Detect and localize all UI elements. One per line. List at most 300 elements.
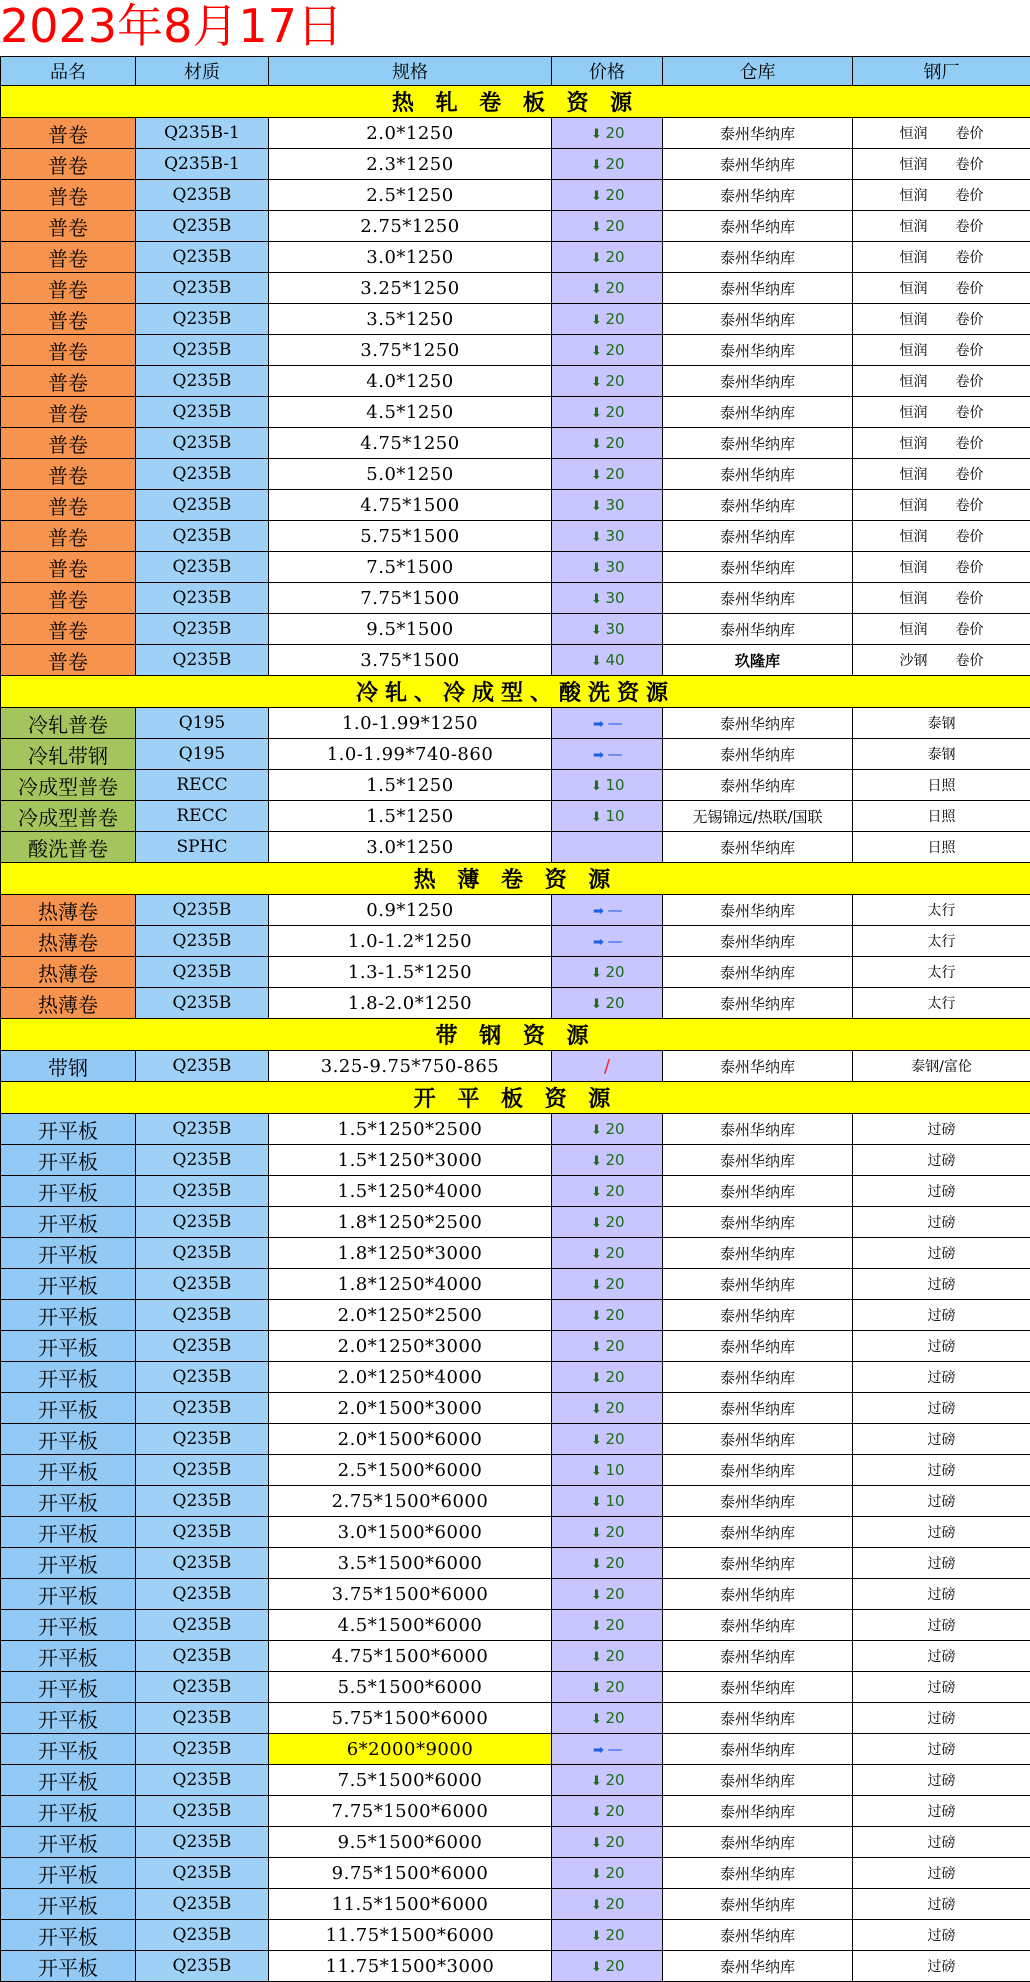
table-row <box>1 366 1030 397</box>
mill-name: 恒润 <box>900 436 928 452</box>
warehouse-cell: 泰州华纳库 <box>663 118 853 149</box>
mill-cell <box>853 428 1030 459</box>
arrow-right-icon: ➡ <box>592 717 606 732</box>
arrow-down-icon: ⬇ <box>589 779 603 794</box>
mill-cell <box>853 366 1030 397</box>
warehouse-cell: 泰州华纳库 <box>663 1176 853 1207</box>
product-name-cell: 普卷 <box>1 304 136 335</box>
price-cell <box>552 366 663 397</box>
product-name-cell: 普卷 <box>1 180 136 211</box>
material-cell: Q235B <box>136 583 269 614</box>
warehouse-cell: 泰州华纳库 <box>663 1424 853 1455</box>
mill-cell <box>853 1641 1030 1672</box>
mill-cell <box>853 583 1030 614</box>
spec-cell: 4.75*1500 <box>269 490 552 521</box>
price-change-value: 20 <box>605 1554 624 1572</box>
price-change-value: 20 <box>605 155 624 173</box>
product-name-cell: 普卷 <box>1 149 136 180</box>
price-type-tag: 卷价 <box>956 154 984 174</box>
arrow-down-icon: ⬇ <box>589 623 603 638</box>
material-cell: Q235B <box>136 1362 269 1393</box>
price-change-value: 20 <box>605 465 624 483</box>
warehouse-cell: 泰州华纳库 <box>663 459 853 490</box>
header-price: 价格 <box>552 57 663 86</box>
section-title: 冷轧、冷成型、酸洗资源 <box>1 676 1030 708</box>
warehouse-cell: 泰州华纳库 <box>663 366 853 397</box>
mill-cell <box>853 1455 1030 1486</box>
material-cell: Q235B <box>136 211 269 242</box>
warehouse-cell: 泰州华纳库 <box>663 1238 853 1269</box>
price-change-value: 20 <box>605 279 624 297</box>
mill-name: 恒润 <box>900 467 928 483</box>
warehouse-cell: 泰州华纳库 <box>663 1362 853 1393</box>
product-name-cell: 开平板 <box>1 1703 136 1734</box>
spec-cell: 2.75*1250 <box>269 211 552 242</box>
mill-cell <box>853 211 1030 242</box>
arrow-down-icon: ⬇ <box>589 1836 603 1851</box>
price-change-value: 20 <box>605 1523 624 1541</box>
mill-name: 过磅 <box>928 1649 956 1665</box>
product-name-cell: 开平板 <box>1 1455 136 1486</box>
mill-name: 过磅 <box>928 1308 956 1324</box>
warehouse-cell: 泰州华纳库 <box>663 1393 853 1424</box>
mill-name: 过磅 <box>928 1184 956 1200</box>
arrow-right-icon: ➡ <box>592 748 606 763</box>
product-name-cell: 开平板 <box>1 1424 136 1455</box>
material-cell: Q235B-1 <box>136 149 269 180</box>
price-cell <box>552 1827 663 1858</box>
product-name-cell: 普卷 <box>1 335 136 366</box>
material-cell: Q235B <box>136 1176 269 1207</box>
mill-cell <box>853 273 1030 304</box>
material-cell: Q235B <box>136 1424 269 1455</box>
price-type-tag: 卷价 <box>956 433 984 453</box>
price-change-value: / <box>604 1056 610 1077</box>
product-name-cell: 普卷 <box>1 521 136 552</box>
price-cell <box>552 1951 663 1982</box>
price-cell <box>552 1920 663 1951</box>
table-row <box>1 1641 1030 1672</box>
table-row <box>1 1269 1030 1300</box>
mill-name: 过磅 <box>928 1897 956 1913</box>
spec-cell: 3.25*1250 <box>269 273 552 304</box>
price-cell <box>552 1858 663 1889</box>
mill-cell <box>853 1051 1030 1082</box>
price-change-value: 20 <box>605 403 624 421</box>
table-row <box>1 1610 1030 1641</box>
price-cell <box>552 1176 663 1207</box>
table-row <box>1 1362 1030 1393</box>
product-name-cell: 普卷 <box>1 273 136 304</box>
arrow-down-icon: ⬇ <box>589 220 603 235</box>
product-name-cell: 普卷 <box>1 242 136 273</box>
spec-cell: 2.3*1250 <box>269 149 552 180</box>
warehouse-cell: 泰州华纳库 <box>663 242 853 273</box>
price-type-tag: 卷价 <box>956 495 984 515</box>
arrow-down-icon: ⬇ <box>589 282 603 297</box>
product-name-cell: 普卷 <box>1 459 136 490</box>
material-cell: Q235B <box>136 1920 269 1951</box>
spec-cell: 2.75*1500*6000 <box>269 1486 552 1517</box>
warehouse-cell: 泰州华纳库 <box>663 988 853 1019</box>
spec-cell: 1.0-1.99*1250 <box>269 708 552 739</box>
arrow-down-icon: ⬇ <box>589 1929 603 1944</box>
spec-cell: 3.75*1500*6000 <box>269 1579 552 1610</box>
spec-cell: 1.5*1250*3000 <box>269 1145 552 1176</box>
table-row <box>1 1145 1030 1176</box>
mill-cell <box>853 1269 1030 1300</box>
mill-cell <box>853 1920 1030 1951</box>
mill-name: 恒润 <box>900 281 928 297</box>
warehouse-cell: 泰州华纳库 <box>663 708 853 739</box>
spec-cell: 2.0*1250*2500 <box>269 1300 552 1331</box>
spec-cell: 2.0*1250*4000 <box>269 1362 552 1393</box>
price-change-value: 30 <box>605 620 624 638</box>
price-type-tag: 卷价 <box>956 309 984 329</box>
mill-name: 恒润 <box>900 405 928 421</box>
price-cell <box>552 1734 663 1765</box>
spec-cell: 4.5*1250 <box>269 397 552 428</box>
table-row <box>1 957 1030 988</box>
product-name-cell: 开平板 <box>1 1796 136 1827</box>
material-cell: Q235B <box>136 1393 269 1424</box>
mill-name: 过磅 <box>928 1525 956 1541</box>
price-change-value: 20 <box>605 372 624 390</box>
price-type-tag: 卷价 <box>956 247 984 267</box>
material-cell: Q235B <box>136 1455 269 1486</box>
section-header-row <box>1 86 1030 118</box>
product-name-cell: 普卷 <box>1 583 136 614</box>
spec-cell: 4.75*1250 <box>269 428 552 459</box>
material-cell: Q235B <box>136 242 269 273</box>
table-row <box>1 552 1030 583</box>
material-cell: Q235B <box>136 1579 269 1610</box>
mill-cell <box>853 459 1030 490</box>
spec-cell: 3.5*1500*6000 <box>269 1548 552 1579</box>
arrow-down-icon: ⬇ <box>589 1154 603 1169</box>
table-row <box>1 645 1030 676</box>
table-row <box>1 1486 1030 1517</box>
arrow-down-icon: ⬇ <box>589 1495 603 1510</box>
spec-cell: 1.5*1250*2500 <box>269 1114 552 1145</box>
price-cell <box>552 1238 663 1269</box>
warehouse-cell: 泰州华纳库 <box>663 304 853 335</box>
spec-cell: 0.9*1250 <box>269 895 552 926</box>
price-cell <box>552 1579 663 1610</box>
product-name-cell: 开平板 <box>1 1300 136 1331</box>
price-cell <box>552 459 663 490</box>
arrow-down-icon: ⬇ <box>589 966 603 981</box>
product-name-cell: 普卷 <box>1 397 136 428</box>
spec-cell: 3.25-9.75*750-865 <box>269 1051 552 1082</box>
material-cell: Q235B <box>136 1207 269 1238</box>
warehouse-cell: 泰州华纳库 <box>663 770 853 801</box>
table-row <box>1 1734 1030 1765</box>
warehouse-cell: 泰州华纳库 <box>663 1145 853 1176</box>
price-type-tag: 卷价 <box>956 588 984 608</box>
mill-name: 太行 <box>928 903 956 919</box>
product-name-cell: 普卷 <box>1 211 136 242</box>
mill-cell <box>853 242 1030 273</box>
mill-name: 过磅 <box>928 1711 956 1727</box>
warehouse-cell: 泰州华纳库 <box>663 273 853 304</box>
price-type-tag: 卷价 <box>956 557 984 577</box>
table-row <box>1 1827 1030 1858</box>
table-row <box>1 708 1030 739</box>
mill-cell <box>853 614 1030 645</box>
mill-name: 泰钢 <box>928 747 956 763</box>
product-name-cell: 普卷 <box>1 552 136 583</box>
mill-name: 过磅 <box>928 1246 956 1262</box>
product-name-cell: 开平板 <box>1 1362 136 1393</box>
header-warehouse: 仓库 <box>663 57 853 86</box>
mill-name: 过磅 <box>928 1835 956 1851</box>
product-name-cell: 开平板 <box>1 1238 136 1269</box>
warehouse-cell: 泰州华纳库 <box>663 1796 853 1827</box>
warehouse-cell: 泰州华纳库 <box>663 211 853 242</box>
mill-cell <box>853 801 1030 832</box>
arrow-right-icon: ➡ <box>592 904 606 919</box>
arrow-down-icon: ⬇ <box>589 1557 603 1572</box>
spec-cell: 1.0-1.2*1250 <box>269 926 552 957</box>
material-cell: Q235B <box>136 273 269 304</box>
mill-cell <box>853 304 1030 335</box>
price-change-value: 20 <box>605 1647 624 1665</box>
product-name-cell: 普卷 <box>1 366 136 397</box>
warehouse-cell: 泰州华纳库 <box>663 397 853 428</box>
warehouse-cell: 泰州华纳库 <box>663 895 853 926</box>
mill-name: 过磅 <box>928 1122 956 1138</box>
section-title: 带 钢 资 源 <box>1 1019 1030 1051</box>
header-product: 品名 <box>1 57 136 86</box>
mill-name: 泰钢 <box>928 716 956 732</box>
product-name-cell: 开平板 <box>1 1269 136 1300</box>
price-change-value: 20 <box>605 1399 624 1417</box>
price-change-value: 20 <box>605 341 624 359</box>
section-header-row <box>1 676 1030 708</box>
price-change-value: 30 <box>605 527 624 545</box>
table-row <box>1 1331 1030 1362</box>
warehouse-cell: 无锡锦远/热联/国联 <box>663 801 853 832</box>
material-cell: Q235B <box>136 1486 269 1517</box>
arrow-down-icon: ⬇ <box>589 1526 603 1541</box>
warehouse-cell: 泰州华纳库 <box>663 1703 853 1734</box>
price-cell <box>552 1051 663 1082</box>
price-change-value: 20 <box>605 1182 624 1200</box>
arrow-right-icon: ➡ <box>592 1743 606 1758</box>
arrow-down-icon: ⬇ <box>589 344 603 359</box>
spec-cell: 9.5*1500*6000 <box>269 1827 552 1858</box>
header-spec: 规格 <box>269 57 552 86</box>
product-name-cell: 开平板 <box>1 1331 136 1362</box>
product-name-cell: 热薄卷 <box>1 957 136 988</box>
arrow-down-icon: ⬇ <box>589 189 603 204</box>
arrow-down-icon: ⬇ <box>589 1650 603 1665</box>
table-row <box>1 583 1030 614</box>
arrow-down-icon: ⬇ <box>589 997 603 1012</box>
mill-name: 过磅 <box>928 1401 956 1417</box>
warehouse-cell: 泰州华纳库 <box>663 1920 853 1951</box>
material-cell: Q235B <box>136 1858 269 1889</box>
arrow-down-icon: ⬇ <box>589 468 603 483</box>
mill-cell <box>853 1610 1030 1641</box>
mill-name: 恒润 <box>900 529 928 545</box>
arrow-down-icon: ⬇ <box>589 313 603 328</box>
mill-name: 沙钢 <box>900 653 928 669</box>
table-row <box>1 1393 1030 1424</box>
price-type-tag: 卷价 <box>956 464 984 484</box>
mill-cell <box>853 770 1030 801</box>
price-change-value: 20 <box>605 1275 624 1293</box>
table-row <box>1 1703 1030 1734</box>
arrow-down-icon: ⬇ <box>589 1247 603 1262</box>
price-type-tag: 卷价 <box>956 123 984 143</box>
arrow-down-icon: ⬇ <box>589 251 603 266</box>
mill-name: 过磅 <box>928 1370 956 1386</box>
mill-name: 恒润 <box>900 374 928 390</box>
price-cell <box>552 335 663 366</box>
price-change-value: 20 <box>605 1151 624 1169</box>
product-name-cell: 开平板 <box>1 1114 136 1145</box>
product-name-cell: 开平板 <box>1 1548 136 1579</box>
price-change-value: 20 <box>605 1864 624 1882</box>
material-cell: Q235B <box>136 614 269 645</box>
price-cell <box>552 1362 663 1393</box>
product-name-cell: 开平板 <box>1 1827 136 1858</box>
product-name-cell: 开平板 <box>1 1579 136 1610</box>
mill-cell <box>853 149 1030 180</box>
mill-cell <box>853 397 1030 428</box>
price-type-tag: 卷价 <box>956 371 984 391</box>
arrow-down-icon: ⬇ <box>589 810 603 825</box>
mill-name: 太行 <box>928 965 956 981</box>
table-row <box>1 832 1030 863</box>
section-title: 热 薄 卷 资 源 <box>1 863 1030 895</box>
material-cell: Q235B <box>136 490 269 521</box>
table-row <box>1 1765 1030 1796</box>
mill-name: 过磅 <box>928 1928 956 1944</box>
price-change-value: 30 <box>605 558 624 576</box>
spec-cell: 3.0*1250 <box>269 832 552 863</box>
arrow-down-icon: ⬇ <box>589 1681 603 1696</box>
material-cell: Q235B <box>136 459 269 490</box>
mill-name: 泰钢/富伦 <box>911 1059 972 1075</box>
price-change-value: 20 <box>605 994 624 1012</box>
warehouse-cell: 泰州华纳库 <box>663 1610 853 1641</box>
price-change-value: 10 <box>605 1461 624 1479</box>
product-name-cell: 开平板 <box>1 1393 136 1424</box>
price-cell <box>552 1207 663 1238</box>
mill-cell <box>853 335 1030 366</box>
product-name-cell: 开平板 <box>1 1858 136 1889</box>
spec-cell: 4.5*1500*6000 <box>269 1610 552 1641</box>
mill-name: 过磅 <box>928 1277 956 1293</box>
mill-name: 过磅 <box>928 1339 956 1355</box>
spec-cell: 1.8*1250*4000 <box>269 1269 552 1300</box>
product-name-cell: 冷轧带钢 <box>1 739 136 770</box>
material-cell: RECC <box>136 801 269 832</box>
mill-cell <box>853 1176 1030 1207</box>
warehouse-cell: 泰州华纳库 <box>663 1517 853 1548</box>
price-cell <box>552 770 663 801</box>
table-row <box>1 428 1030 459</box>
material-cell: RECC <box>136 770 269 801</box>
mill-cell <box>853 645 1030 676</box>
table-row <box>1 895 1030 926</box>
material-cell: Q235B <box>136 335 269 366</box>
material-cell: Q235B <box>136 926 269 957</box>
material-cell: Q235B <box>136 957 269 988</box>
price-change-value: 20 <box>605 186 624 204</box>
price-change-value: 10 <box>605 1492 624 1510</box>
material-cell: Q235B <box>136 1300 269 1331</box>
mill-name: 恒润 <box>900 157 928 173</box>
table-row <box>1 1424 1030 1455</box>
warehouse-cell: 泰州华纳库 <box>663 180 853 211</box>
product-name-cell: 开平板 <box>1 1176 136 1207</box>
product-name-cell: 开平板 <box>1 1610 136 1641</box>
mill-name: 恒润 <box>900 312 928 328</box>
table-row <box>1 1889 1030 1920</box>
warehouse-cell: 泰州华纳库 <box>663 1672 853 1703</box>
price-cell <box>552 1114 663 1145</box>
mill-name: 日照 <box>928 840 956 856</box>
mill-cell <box>853 1424 1030 1455</box>
mill-cell <box>853 739 1030 770</box>
table-row <box>1 1517 1030 1548</box>
mill-name: 恒润 <box>900 591 928 607</box>
price-cell <box>552 1145 663 1176</box>
spec-cell: 9.75*1500*6000 <box>269 1858 552 1889</box>
material-cell: Q235B <box>136 1269 269 1300</box>
price-cell <box>552 801 663 832</box>
mill-cell <box>853 1672 1030 1703</box>
material-cell: Q235B <box>136 1641 269 1672</box>
section-header-row <box>1 863 1030 895</box>
price-change-value: 20 <box>605 1709 624 1727</box>
warehouse-cell: 泰州华纳库 <box>663 1579 853 1610</box>
table-row <box>1 397 1030 428</box>
price-change-value: 20 <box>605 1926 624 1944</box>
spec-cell: 2.5*1500*6000 <box>269 1455 552 1486</box>
price-change-value: 20 <box>605 1120 624 1138</box>
price-cell <box>552 1424 663 1455</box>
material-cell: Q235B <box>136 895 269 926</box>
price-cell <box>552 1610 663 1641</box>
price-cell <box>552 521 663 552</box>
warehouse-cell: 泰州华纳库 <box>663 552 853 583</box>
mill-cell <box>853 1331 1030 1362</box>
price-cell <box>552 1517 663 1548</box>
warehouse-cell: 泰州华纳库 <box>663 1051 853 1082</box>
product-name-cell: 开平板 <box>1 1734 136 1765</box>
table-row <box>1 770 1030 801</box>
arrow-down-icon: ⬇ <box>589 499 603 514</box>
warehouse-cell: 泰州华纳库 <box>663 926 853 957</box>
material-cell: Q235B <box>136 1672 269 1703</box>
price-change-value: 20 <box>605 1368 624 1386</box>
table-row <box>1 1207 1030 1238</box>
warehouse-cell: 泰州华纳库 <box>663 490 853 521</box>
mill-name: 恒润 <box>900 250 928 266</box>
table-row <box>1 1051 1030 1082</box>
spec-cell: 3.0*1250 <box>269 242 552 273</box>
mill-name: 太行 <box>928 934 956 950</box>
price-change-value: 20 <box>605 1678 624 1696</box>
warehouse-cell: 泰州华纳库 <box>663 1858 853 1889</box>
mill-cell <box>853 1579 1030 1610</box>
arrow-down-icon: ⬇ <box>589 158 603 173</box>
